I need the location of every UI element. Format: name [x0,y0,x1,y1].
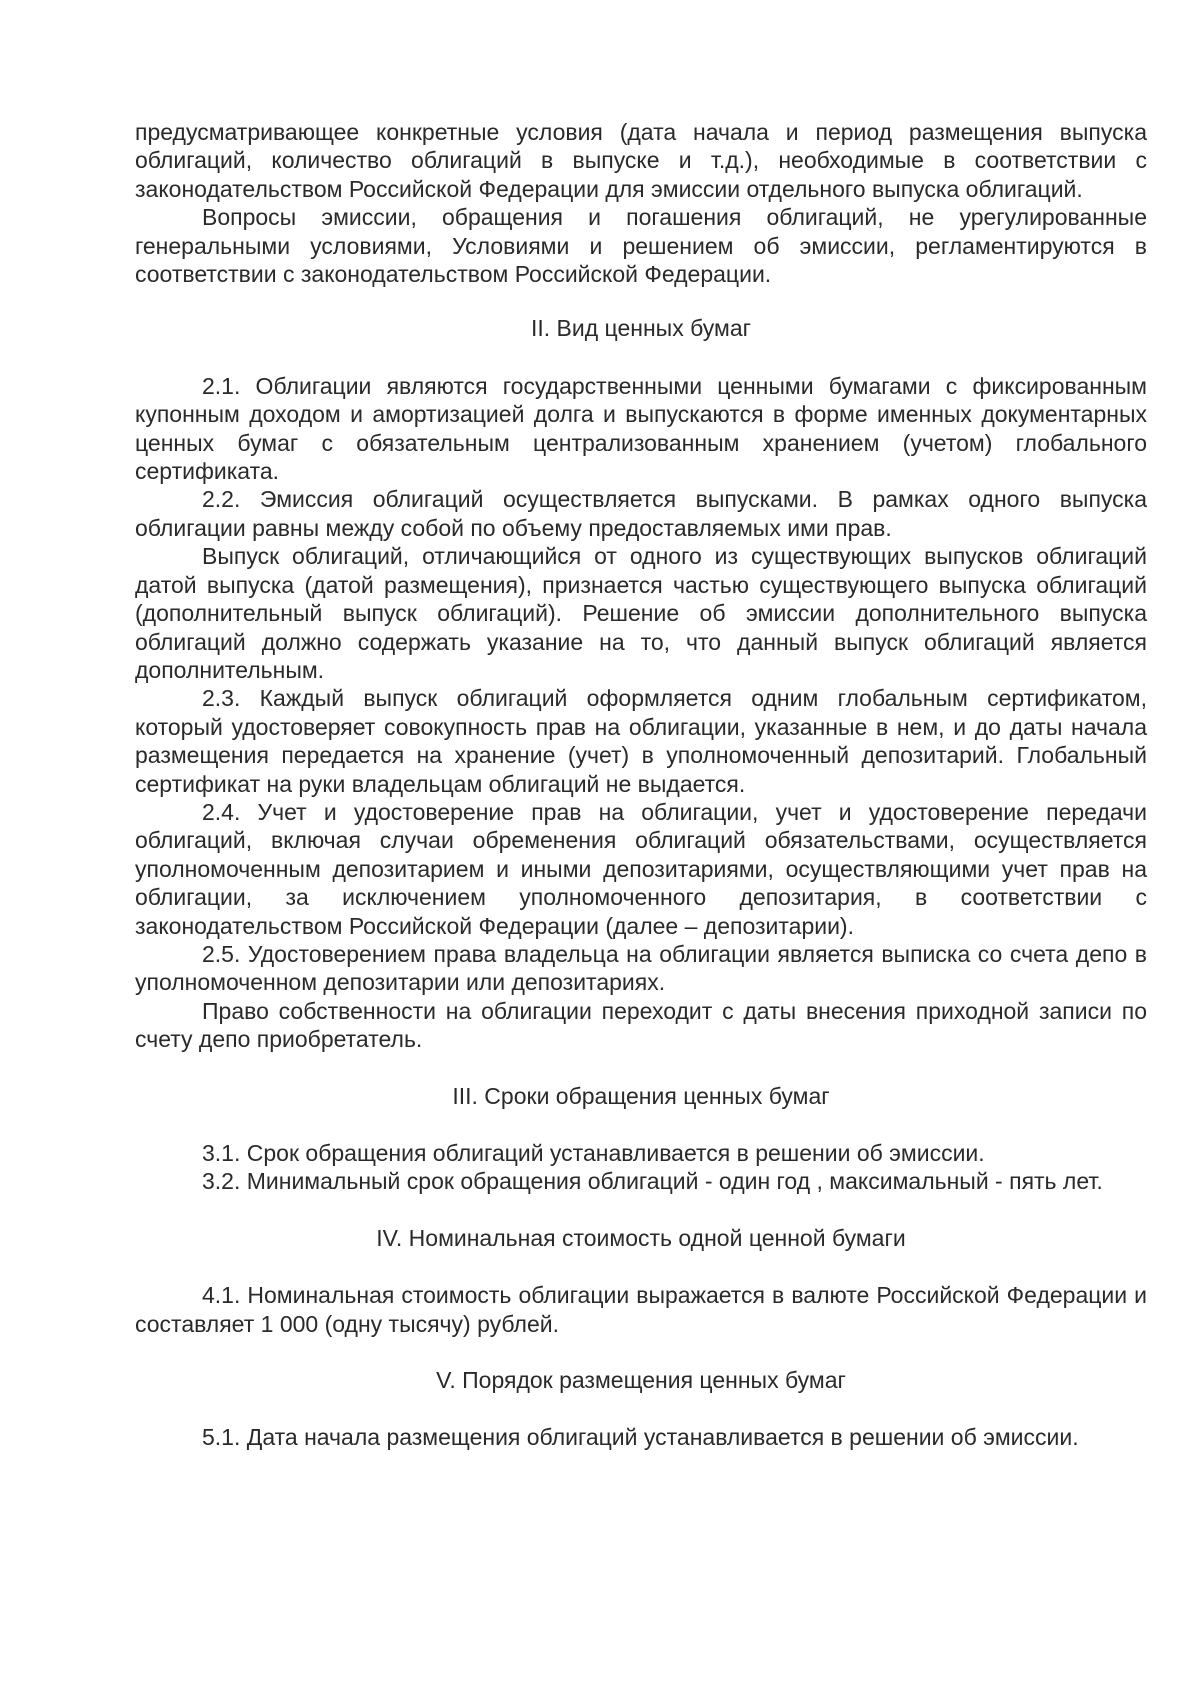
section-4-heading: IV. Номинальная стоимость одной ценной бумаги [376,1224,906,1251]
section-3-heading: III. Сроки обращения ценных бумаг [452,1082,830,1109]
intro-paragraph: предусматривающее конкретные условия (дата начала и период размещения выпуска облигаций, количество облигаций в выпуске и т.д.), необходимые в соответствии с законодательством Российской Федерации для эмиссии отдельного выпуска облигаций. [135,119,1147,202]
paragraph-2-2: 2.2. Эмиссия облигаций осуществляется выпусками. В рамках одного выпуска облигации равны между собой по объему предоставляемых ими прав. [135,486,1147,541]
paragraph-2-2-continued: Выпуск облигаций, отличающийся от одного из существующих выпусков облигаций датой выпуска (датой размещения), признается частью существующего выпуска облигаций (дополнительный выпуск облигаций). Решение об эмиссии дополнительного выпуска облигаций должно содержать указание на то, что данный выпуск облигаций является дополнительным. [135,543,1147,683]
section-5-heading: V. Порядок размещения ценных бумаг [436,1367,846,1394]
paragraph-3-2: 3.2. Минимальный срок обращения облигаций - один год , максимальный - пять лет. [202,1168,1103,1195]
paragraph-2-5: 2.5. Удостоверением права владельца на облигации является выписка со счета депо в уполномоченном депозитарии или депозитариях. [135,940,1147,996]
paragraph-4-1: 4.1. Номинальная стоимость облигации выражается в валюте Российской Федерации и составляет 1 000 (одну тысячу) рублей. [135,1282,1147,1337]
paragraph-3-1: 3.1. Срок обращения облигаций устанавливается в решении об эмиссии. [202,1140,985,1166]
paragraph-5-1: 5.1. Дата начала размещения облигаций устанавливается в решении об эмиссии. [202,1424,1079,1451]
paragraph-2-4: 2.4. Учет и удостоверение прав на облигации, учет и удостоверение передачи облигаций, включая случаи обременения облигаций обязательствами, осуществляется уполномоченным депозитарием и иными депозитариями, осуществляющими учет прав на облигации, за исключением уполномоченного депозитария, в соответствии с законодательством Российской Федерации (далее – депозитарии). [135,798,1147,939]
paragraph-2-5-continued: Право собственности на облигации переходит с даты внесения приходной записи по счету депо приобретатель. [135,997,1147,1053]
section-2-heading: II. Вид ценных бумаг [531,315,751,342]
paragraph-2-3: 2.3. Каждый выпуск облигаций оформляется одним глобальным сертификатом, который удостоверяет совокупность прав на облигации, указанные в нем, и до даты начала размещения передается на хранение (учет) в уполномоченный депозитарий. Глобальный сертификат на руки владельцам облигаций не выдается. [135,685,1147,797]
document-page [135,118,1147,1452]
paragraph-2-1: 2.1. Облигации являются государственными ценными бумагами с фиксированным купонным доходом и амортизацией долга и выпускаются в форме именных документарных ценных бумаг с обязательным централизованным хранением (учетом) глобального сертификата. [135,372,1147,485]
intro-paragraph-2: Вопросы эмиссии, обращения и погашения облигаций, не урегулированные генеральными условиями, Условиями и решением об эмиссии, регламентируются в соответствии с законодательством Российской Федерации. [135,204,1147,288]
